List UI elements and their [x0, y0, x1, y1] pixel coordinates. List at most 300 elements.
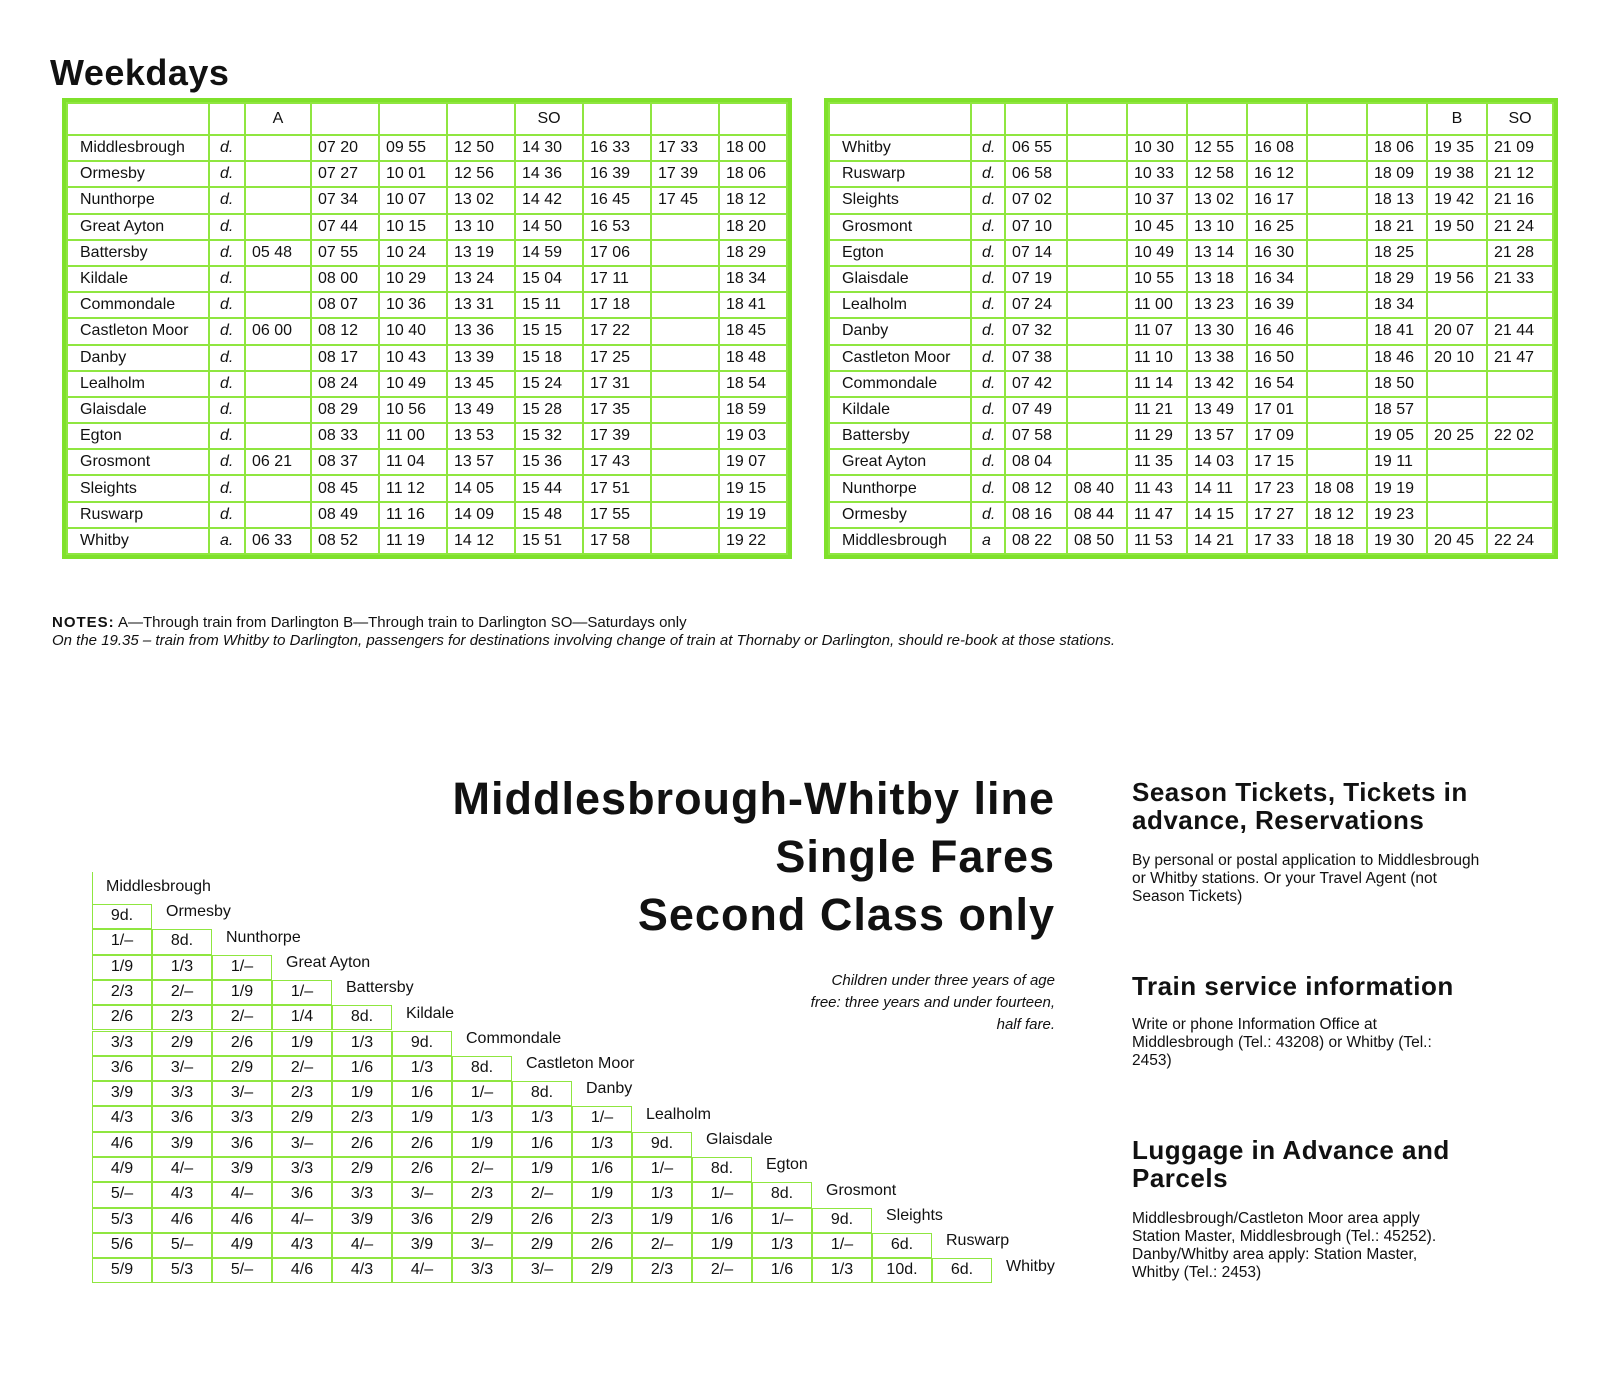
- table-row: [829, 449, 1553, 475]
- fare-cell: 2/3: [272, 1081, 332, 1106]
- fare-cell: 5/–: [212, 1258, 272, 1283]
- season-tickets-body: By personal or postal application to Middlesbrough or Whitby stations. Or your Travel Agent (not Season Tickets): [1132, 852, 1480, 905]
- departure-time: 18 29: [1367, 266, 1427, 292]
- departure-time: [651, 292, 719, 318]
- fare-cell: 3/3: [332, 1182, 392, 1207]
- fare-cell: 4/9: [212, 1233, 272, 1258]
- departure-time: [1067, 397, 1127, 423]
- station-name: Glaisdale: [829, 266, 971, 292]
- departure-time: 10 40: [379, 318, 447, 344]
- departure-time: [651, 449, 719, 475]
- season-tickets-section: [1132, 778, 1552, 906]
- table-row: [67, 345, 787, 371]
- fare-cell: 1/–: [572, 1106, 632, 1131]
- departure-time: 10 49: [1127, 240, 1187, 266]
- fare-station-label: Middlesbrough: [106, 878, 211, 895]
- fare-cell: 3/3: [452, 1258, 512, 1283]
- fare-cell: 2/9: [512, 1233, 572, 1258]
- fare-cell: 2/–: [272, 1056, 332, 1081]
- departure-time: 07 55: [311, 240, 379, 266]
- arr-dep-code: d.: [971, 214, 1005, 240]
- fare-cell: 3/–: [512, 1258, 572, 1283]
- fare-cell: 6d.: [872, 1233, 932, 1258]
- departure-time: 08 22: [1005, 528, 1067, 554]
- departure-time: 10 37: [1127, 187, 1187, 213]
- departure-time: [651, 345, 719, 371]
- departure-time: 15 48: [515, 502, 583, 528]
- departure-time: 07 42: [1005, 371, 1067, 397]
- departure-time: 13 57: [447, 449, 515, 475]
- down-header-cell: [311, 103, 379, 135]
- departure-time: 13 30: [1187, 318, 1247, 344]
- fare-cell: 4/6: [272, 1258, 332, 1283]
- departure-time: 15 15: [515, 318, 583, 344]
- departure-time: 18 34: [1367, 292, 1427, 318]
- departure-time: 17 31: [583, 371, 651, 397]
- departure-time: [1307, 266, 1367, 292]
- departure-time: [1307, 397, 1367, 423]
- fare-cell: 3/3: [212, 1106, 272, 1131]
- fare-cell: 1/–: [212, 955, 272, 980]
- table-row: [67, 214, 787, 240]
- departure-time: 13 18: [1187, 266, 1247, 292]
- departure-time: 18 41: [1367, 318, 1427, 344]
- fare-cell: 1/9: [692, 1233, 752, 1258]
- departure-time: 17 27: [1247, 502, 1307, 528]
- departure-time: 15 04: [515, 266, 583, 292]
- departure-time: 19 35: [1427, 135, 1487, 161]
- departure-time: 08 40: [1067, 475, 1127, 501]
- fare-cell: 4/6: [152, 1208, 212, 1233]
- fare-cell: 3/9: [92, 1081, 152, 1106]
- departure-time: [1067, 371, 1127, 397]
- departure-time: [245, 135, 311, 161]
- fare-cell: 2/3: [332, 1106, 392, 1131]
- departure-time: 11 10: [1127, 345, 1187, 371]
- departure-time: 07 44: [311, 214, 379, 240]
- departure-time: [651, 214, 719, 240]
- up-header-cell: [1005, 103, 1067, 135]
- arr-dep-code: d.: [209, 240, 245, 266]
- departure-time: 08 17: [311, 345, 379, 371]
- departure-time: [1307, 423, 1367, 449]
- departure-time: 13 24: [447, 266, 515, 292]
- fare-cell: 3/6: [392, 1208, 452, 1233]
- departure-time: 07 58: [1005, 423, 1067, 449]
- fare-station-label: Danby: [586, 1080, 633, 1098]
- fare-cell: 2/9: [212, 1056, 272, 1081]
- down-header-cell: [209, 103, 245, 135]
- departure-time: 07 19: [1005, 266, 1067, 292]
- fare-cell: 4/–: [332, 1233, 392, 1258]
- departure-time: 10 36: [379, 292, 447, 318]
- departure-time: 07 14: [1005, 240, 1067, 266]
- arr-dep-code: d.: [209, 214, 245, 240]
- departure-time: 19 19: [719, 502, 787, 528]
- fare-cell: 2/6: [392, 1157, 452, 1182]
- departure-time: [651, 371, 719, 397]
- departure-time: 13 02: [1187, 187, 1247, 213]
- departure-time: 15 36: [515, 449, 583, 475]
- departure-time: 18 09: [1367, 161, 1427, 187]
- fare-cell: 4/–: [152, 1157, 212, 1182]
- departure-time: 15 32: [515, 423, 583, 449]
- departure-time: [245, 345, 311, 371]
- departure-time: 06 00: [245, 318, 311, 344]
- table-row: [829, 292, 1553, 318]
- fare-cell: 3/3: [272, 1157, 332, 1182]
- departure-time: [1427, 292, 1487, 318]
- fare-cell: 8d.: [152, 929, 212, 954]
- departure-time: [1307, 318, 1367, 344]
- up-header-cell: [1067, 103, 1127, 135]
- fare-cell: 5/–: [152, 1233, 212, 1258]
- arr-dep-code: d.: [971, 423, 1005, 449]
- station-name: Kildale: [829, 397, 971, 423]
- departure-time: [1487, 475, 1553, 501]
- departure-time: 14 09: [447, 502, 515, 528]
- departure-time: 11 12: [379, 475, 447, 501]
- departure-time: 15 44: [515, 475, 583, 501]
- departure-time: 10 24: [379, 240, 447, 266]
- departure-time: [651, 528, 719, 554]
- fare-cell: 9d.: [632, 1132, 692, 1157]
- fare-station-label: Battersby: [346, 979, 414, 997]
- down-header-cell: [67, 103, 209, 135]
- departure-time: 21 09: [1487, 135, 1553, 161]
- departure-time: 08 52: [311, 528, 379, 554]
- departure-time: 19 03: [719, 423, 787, 449]
- station-name: Great Ayton: [67, 214, 209, 240]
- departure-time: 10 07: [379, 187, 447, 213]
- fare-station-label: Sleights: [886, 1206, 943, 1224]
- fare-cell: 3/6: [152, 1106, 212, 1131]
- departure-time: 07 34: [311, 187, 379, 213]
- departure-time: 17 23: [1247, 475, 1307, 501]
- departure-time: 13 42: [1187, 371, 1247, 397]
- departure-time: 19 38: [1427, 161, 1487, 187]
- arr-dep-code: d.: [209, 161, 245, 187]
- fare-cell: 1/–: [272, 980, 332, 1005]
- station-name: Ruswarp: [67, 502, 209, 528]
- fare-cell: 2/6: [92, 1005, 152, 1030]
- fare-cell: 3/9: [392, 1233, 452, 1258]
- departure-time: 10 30: [1127, 135, 1187, 161]
- station-name: Middlesbrough: [67, 135, 209, 161]
- departure-time: 13 49: [447, 397, 515, 423]
- station-name: Great Ayton: [829, 449, 971, 475]
- departure-time: 07 38: [1005, 345, 1067, 371]
- fare-cell: 1/–: [632, 1157, 692, 1182]
- departure-time: 21 44: [1487, 318, 1553, 344]
- departure-time: 21 47: [1487, 345, 1553, 371]
- notes-label: NOTES:: [52, 614, 115, 631]
- departure-time: 18 20: [719, 214, 787, 240]
- table-row: [67, 371, 787, 397]
- departure-time: 13 45: [447, 371, 515, 397]
- departure-time: [651, 240, 719, 266]
- departure-time: 18 29: [719, 240, 787, 266]
- departure-time: [1067, 266, 1127, 292]
- departure-time: 08 24: [311, 371, 379, 397]
- departure-time: 20 07: [1427, 318, 1487, 344]
- down-header-cell: A: [245, 103, 311, 135]
- arr-dep-code: d.: [971, 345, 1005, 371]
- arr-dep-code: d.: [971, 502, 1005, 528]
- departure-time: 14 05: [447, 475, 515, 501]
- departure-time: 18 54: [719, 371, 787, 397]
- table-row: [67, 187, 787, 213]
- fare-cell: 5/–: [92, 1182, 152, 1207]
- fare-cell: 3/–: [212, 1081, 272, 1106]
- departure-time: 16 39: [1247, 292, 1307, 318]
- departure-time: 19 11: [1367, 449, 1427, 475]
- departure-time: 16 25: [1247, 214, 1307, 240]
- departure-time: 08 00: [311, 266, 379, 292]
- departure-time: 16 17: [1247, 187, 1307, 213]
- arr-dep-code: d.: [971, 318, 1005, 344]
- departure-time: 11 14: [1127, 371, 1187, 397]
- departure-time: 18 25: [1367, 240, 1427, 266]
- departure-time: 07 02: [1005, 187, 1067, 213]
- arr-dep-code: d.: [209, 345, 245, 371]
- arr-dep-code: d.: [209, 292, 245, 318]
- fare-station-label: Ormesby: [166, 903, 231, 921]
- departure-time: [651, 502, 719, 528]
- departure-time: 11 21: [1127, 397, 1187, 423]
- table-row: [67, 475, 787, 501]
- up-header-cell: [1367, 103, 1427, 135]
- departure-time: 19 19: [1367, 475, 1427, 501]
- departure-time: 11 47: [1127, 502, 1187, 528]
- fare-cell: 1/9: [332, 1081, 392, 1106]
- departure-time: 11 04: [379, 449, 447, 475]
- departure-time: 13 38: [1187, 345, 1247, 371]
- table-row: [829, 345, 1553, 371]
- fare-cell: 5/6: [92, 1233, 152, 1258]
- title-line-1: Middlesbrough-Whitby line: [452, 773, 1055, 824]
- arr-dep-code: d.: [209, 187, 245, 213]
- departure-time: 11 07: [1127, 318, 1187, 344]
- fare-cell: 4/–: [392, 1258, 452, 1283]
- title-line-2: Single Fares: [775, 831, 1055, 882]
- fare-cell: 8d.: [512, 1081, 572, 1106]
- arr-dep-code: d.: [209, 475, 245, 501]
- fare-cell: 1/3: [452, 1106, 512, 1131]
- departure-time: 20 10: [1427, 345, 1487, 371]
- departure-time: [1067, 187, 1127, 213]
- station-name: Sleights: [67, 475, 209, 501]
- fare-cell: 1/3: [152, 955, 212, 980]
- departure-time: 21 16: [1487, 187, 1553, 213]
- departure-time: [1067, 318, 1127, 344]
- departure-time: 07 49: [1005, 397, 1067, 423]
- departure-time: 18 06: [1367, 135, 1427, 161]
- fare-cell: 2/6: [332, 1132, 392, 1157]
- table-row: [829, 371, 1553, 397]
- departure-time: [651, 318, 719, 344]
- fare-station-label: Lealholm: [646, 1105, 711, 1123]
- departure-time: [1487, 397, 1553, 423]
- departure-time: 16 54: [1247, 371, 1307, 397]
- departure-time: 17 33: [1247, 528, 1307, 554]
- luggage-title: Luggage in Advance and Parcels: [1132, 1135, 1450, 1193]
- departure-time: [1427, 371, 1487, 397]
- departure-time: 19 30: [1367, 528, 1427, 554]
- departure-time: [1067, 214, 1127, 240]
- departure-time: 17 33: [651, 135, 719, 161]
- departure-time: 08 37: [311, 449, 379, 475]
- station-name: Nunthorpe: [67, 187, 209, 213]
- arr-dep-code: d.: [971, 475, 1005, 501]
- departure-time: 07 27: [311, 161, 379, 187]
- station-name: Nunthorpe: [829, 475, 971, 501]
- fare-cell: 6d.: [932, 1258, 992, 1283]
- fare-cell: 4/–: [272, 1208, 332, 1233]
- departure-time: 11 00: [379, 423, 447, 449]
- fare-cell: 1/–: [452, 1081, 512, 1106]
- departure-time: 13 57: [1187, 423, 1247, 449]
- arr-dep-code: d.: [971, 371, 1005, 397]
- station-name: Middlesbrough: [829, 528, 971, 554]
- fare-cell: 1/6: [512, 1132, 572, 1157]
- departure-time: 10 33: [1127, 161, 1187, 187]
- departure-time: 16 12: [1247, 161, 1307, 187]
- departure-time: 22 02: [1487, 423, 1553, 449]
- departure-time: 11 16: [379, 502, 447, 528]
- up-timetable: [824, 98, 1558, 559]
- luggage-section: [1132, 1136, 1552, 1282]
- departure-time: 18 18: [1307, 528, 1367, 554]
- departure-time: 14 36: [515, 161, 583, 187]
- departure-time: [245, 475, 311, 501]
- up-header-cell: [1247, 103, 1307, 135]
- departure-time: 16 33: [583, 135, 651, 161]
- fare-cell: 4/6: [92, 1132, 152, 1157]
- station-name: Sleights: [829, 187, 971, 213]
- departure-time: 17 58: [583, 528, 651, 554]
- table-row: [829, 397, 1553, 423]
- fare-cell: 3/6: [212, 1132, 272, 1157]
- arr-dep-code: d.: [209, 371, 245, 397]
- fare-cell: 2/3: [572, 1208, 632, 1233]
- station-name: Castleton Moor: [829, 345, 971, 371]
- up-header-cell: B: [1427, 103, 1487, 135]
- departure-time: [1067, 449, 1127, 475]
- arr-dep-code: d.: [971, 135, 1005, 161]
- departure-time: 13 10: [1187, 214, 1247, 240]
- arr-dep-code: d.: [971, 187, 1005, 213]
- fare-cell: 1/9: [452, 1132, 512, 1157]
- station-name: Lealholm: [829, 292, 971, 318]
- departure-time: 18 12: [1307, 502, 1367, 528]
- fare-cell: 1/9: [392, 1106, 452, 1131]
- fare-cell: 2/–: [452, 1157, 512, 1182]
- departure-time: 17 39: [583, 423, 651, 449]
- departure-time: 18 00: [719, 135, 787, 161]
- departure-time: 14 15: [1187, 502, 1247, 528]
- table-row: [67, 266, 787, 292]
- fare-cell: 3/3: [152, 1081, 212, 1106]
- arr-dep-code: a.: [209, 528, 245, 554]
- departure-time: 06 33: [245, 528, 311, 554]
- departure-time: 18 12: [719, 187, 787, 213]
- arr-dep-code: d.: [971, 161, 1005, 187]
- departure-time: 08 44: [1067, 502, 1127, 528]
- departure-time: 19 56: [1427, 266, 1487, 292]
- departure-time: 20 25: [1427, 423, 1487, 449]
- table-row: [67, 423, 787, 449]
- departure-time: 17 39: [651, 161, 719, 187]
- departure-time: [1427, 240, 1487, 266]
- down-header-cell: [379, 103, 447, 135]
- departure-time: 15 18: [515, 345, 583, 371]
- departure-time: 16 30: [1247, 240, 1307, 266]
- fare-cell: 4/6: [212, 1208, 272, 1233]
- arr-dep-code: d.: [209, 397, 245, 423]
- fare-cell: 2/–: [212, 1005, 272, 1030]
- departure-time: 10 45: [1127, 214, 1187, 240]
- fare-cell: 1/4: [272, 1005, 332, 1030]
- departure-time: 08 50: [1067, 528, 1127, 554]
- departure-time: [1067, 161, 1127, 187]
- fare-cell: 8d.: [752, 1182, 812, 1207]
- table-row: [67, 240, 787, 266]
- station-name: Danby: [67, 345, 209, 371]
- fare-cell: 4/3: [92, 1106, 152, 1131]
- fare-cell: 1/6: [392, 1081, 452, 1106]
- down-header-cell: [583, 103, 651, 135]
- departure-time: 19 22: [719, 528, 787, 554]
- station-name: Danby: [829, 318, 971, 344]
- departure-time: [245, 214, 311, 240]
- table-row: [67, 502, 787, 528]
- departure-time: 19 05: [1367, 423, 1427, 449]
- departure-time: 10 43: [379, 345, 447, 371]
- train-info-title: Train service information: [1132, 971, 1454, 1001]
- table-row: [829, 240, 1553, 266]
- departure-time: 17 35: [583, 397, 651, 423]
- station-name: Kildale: [67, 266, 209, 292]
- departure-time: 14 12: [447, 528, 515, 554]
- fare-cell: 2/3: [632, 1258, 692, 1283]
- fare-cell: 2/9: [572, 1258, 632, 1283]
- table-row: [829, 423, 1553, 449]
- departure-time: [1487, 449, 1553, 475]
- fare-cell: 2/–: [152, 980, 212, 1005]
- departure-time: 08 33: [311, 423, 379, 449]
- departure-time: [651, 397, 719, 423]
- departure-time: 10 56: [379, 397, 447, 423]
- fare-cell: 2/6: [572, 1233, 632, 1258]
- fare-cell: 1/6: [752, 1258, 812, 1283]
- departure-time: 14 30: [515, 135, 583, 161]
- fare-cell: 9d.: [812, 1208, 872, 1233]
- departure-time: 17 43: [583, 449, 651, 475]
- fare-cell: 4/3: [152, 1182, 212, 1207]
- fare-station-label: Grosmont: [826, 1181, 897, 1199]
- train-info-body: Write or phone Information Office at Middlesbrough (Tel.: 43208) or Whitby (Tel.: 2453): [1132, 1016, 1432, 1069]
- fare-cell: 2/6: [512, 1208, 572, 1233]
- departure-time: 13 10: [447, 214, 515, 240]
- departure-time: 18 34: [719, 266, 787, 292]
- fare-station-label: Great Ayton: [286, 953, 371, 971]
- fare-station-label: Whitby: [1006, 1257, 1055, 1275]
- departure-time: 19 07: [719, 449, 787, 475]
- table-row: [67, 397, 787, 423]
- fare-station-label: Commondale: [466, 1029, 562, 1047]
- departure-time: 08 04: [1005, 449, 1067, 475]
